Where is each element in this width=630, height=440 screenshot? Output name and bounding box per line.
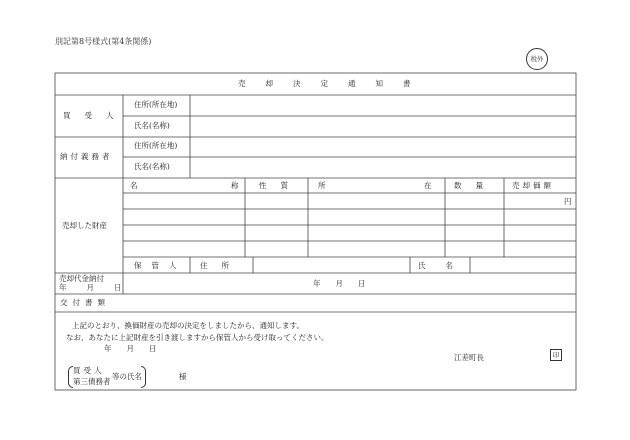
buyer-name-field[interactable] [191, 117, 575, 136]
buyer-label: 買受人 [63, 111, 128, 120]
tax-exempt-seal: 税外 [526, 48, 548, 70]
taxpayer-address-label: 住所(所在地) [134, 141, 178, 150]
form-number: 別記第8号様式(第4条関係) [55, 37, 152, 46]
custodian-name-label: 氏名 [418, 261, 473, 270]
column-sale-price: 売却価額 [512, 181, 554, 190]
notice-date: 年 月 日 [104, 344, 157, 353]
honorific: 様 [179, 372, 187, 381]
taxpayer-name-field[interactable] [191, 158, 575, 177]
buyer-name-label: 氏名(名称) [134, 121, 170, 130]
custodian-address-label: 住所 [200, 261, 243, 270]
notice-line1: 上記のとおり、換価財産の売却の決定をしましたから、通知します。 [72, 321, 304, 330]
issuer-title: 江差町長 [454, 353, 484, 362]
issuer-stamp: 印 [550, 349, 562, 361]
taxpayer-address-field[interactable] [191, 138, 575, 156]
column-nature: 性質 [259, 181, 302, 190]
property-label: 売却した財産 [62, 221, 107, 230]
column-location-left: 所 [318, 181, 326, 190]
recipient-buyer-label: 買受人 [73, 366, 105, 375]
buyer-address-label: 住所(所在地) [134, 100, 178, 109]
notice-line2: なお、あなたに上記財産を引き渡しますから保管人から受け取ってください。 [66, 333, 329, 342]
column-name-right: 称 [231, 181, 239, 190]
delivered-documents-label: 交付書類 [60, 298, 110, 307]
column-quantity: 数量 [454, 181, 497, 190]
recipient-suffix: 等の氏名 [112, 372, 142, 381]
buyer-address-field[interactable] [191, 96, 575, 115]
taxpayer-label: 納付義務者 [60, 152, 113, 161]
custodian-address-field[interactable] [254, 258, 409, 272]
custodian-name-field[interactable] [471, 258, 575, 272]
payment-date-value: 年 月 日 [313, 279, 366, 288]
payment-date-label-line1: 売却代金納付 [59, 274, 104, 283]
column-name-left: 名 [130, 181, 138, 190]
custodian-label: 保管人 [134, 261, 187, 270]
yen-unit: 円 [564, 197, 572, 206]
payment-date-label-line2: 年月日 [59, 283, 142, 292]
document-title: 売却決定通知書 [238, 79, 431, 88]
taxpayer-name-label: 氏名(名称) [134, 162, 170, 171]
delivered-documents-field[interactable] [124, 295, 575, 311]
recipient-third-party-label: 第三債務者 [73, 377, 111, 386]
column-location-right: 在 [424, 181, 432, 190]
